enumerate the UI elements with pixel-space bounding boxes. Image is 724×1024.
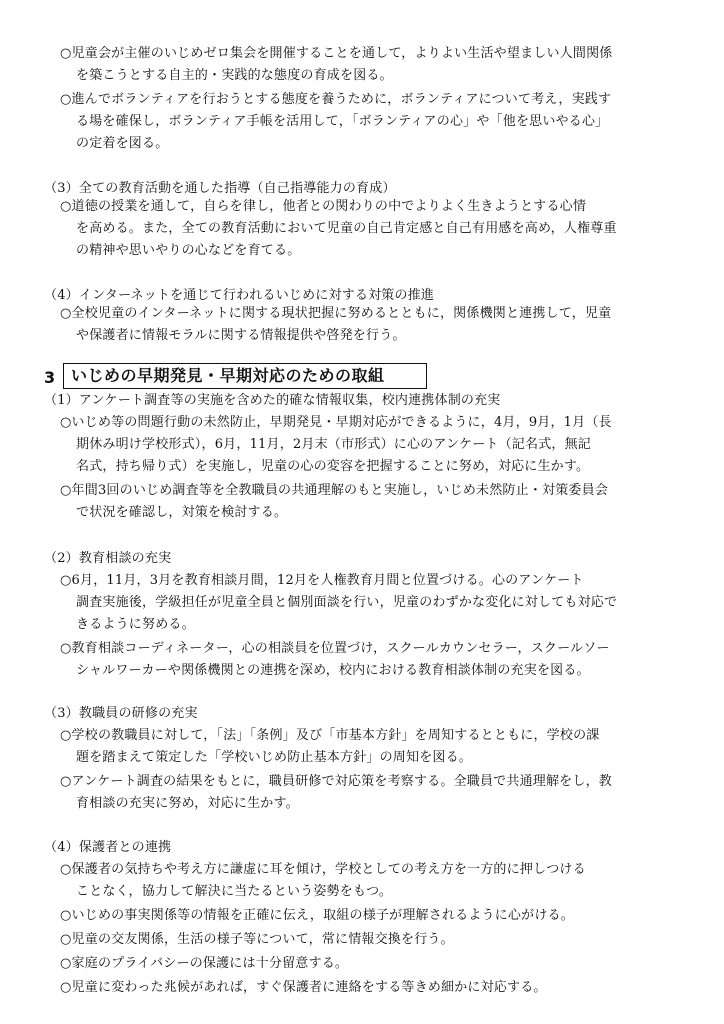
continuation-line: 育相談の充実に努め，対応に生かす。	[76, 796, 299, 811]
continuation-line: 名式，持ち帰り式）を実施し，児童の心の変容を把握することに努め，対応に生かす。	[76, 459, 590, 474]
subsection-heading: （3）全ての教育活動を通した指導（自己指導能力の育成）	[44, 181, 396, 196]
bullet-line: ○児童の交友関係，生活の様子等について，常に情報交換を行う。	[60, 932, 454, 947]
section-title: いじめの早期発見・早期対応のための取組	[71, 366, 385, 385]
bullet-line: ○教育相談コーディネーター，心の相談員を位置づけ，スクールカウンセラー，スクールソー	[60, 641, 610, 656]
bullet-line: ○6月，11月，3月を教育相談月間，12月を人権教育月間と位置づける。心のアンケート	[60, 573, 584, 588]
continuation-line: の定着を図る。	[76, 136, 169, 151]
subsection-heading: （1）アンケート調査等の実施を含めた的確な情報収集，校内連携体制の充実	[44, 393, 501, 408]
continuation-line: を築こうとする自主的・実践的な態度の育成を図る。	[76, 68, 393, 83]
bullet-line: ○いじめの事実関係等の情報を正確に伝え，取組の様子が理解されるように心がける。	[60, 908, 574, 923]
continuation-line: で状況を確認し，対策を検討する。	[76, 505, 288, 520]
continuation-line: 期休み明け学校形式），6月，11月，2月末（市形式）に心のアンケート（記名式，無記	[76, 437, 592, 452]
bullet-line: ○家庭のプライバシーの保護には十分留意する。	[60, 956, 349, 971]
continuation-line: や保護者に情報モラルに関する情報提供や啓発を行う。	[76, 328, 406, 343]
bullet-line: ○いじめ等の問題行動の未然防止，早期発見・早期対応ができるように，4月，9月，1月（長	[60, 415, 612, 430]
continuation-line: の精神や思いやりの心などを育てる。	[76, 243, 301, 258]
bullet-line: ○アンケート調査の結果をもとに，職員研修で対応策を考察する。全職員で共通理解をし，教	[60, 774, 612, 789]
continuation-line: シャルワーカーや関係機関との連携を深め，校内における教育相談体制の充実を図る。	[76, 663, 590, 678]
subsection-heading: （4）保護者との連携	[44, 840, 172, 855]
bullet-line: ○道徳の授業を通して，自らを律し，他者との関わりの中でよりよく生きようとする心情	[60, 199, 587, 214]
bullet-line: ○学校の教職員に対して，「法」「条例」及び「市基本方針」を周知するとともに，学校の課	[60, 728, 600, 743]
continuation-line: を高める。また，全ての教育活動において児童の自己肯定感と自己有用感を高め，人権尊重	[76, 221, 617, 236]
bullet-line: ○年間3回のいじめ調査等を全教職員の共通理解のもと実施し，いじめ未然防止・対策委員会	[60, 483, 609, 498]
bullet-line: ○児童会が主催のいじめゼロ集会を開催することを通して，よりよい生活や望ましい人間関係	[60, 46, 613, 61]
continuation-line: ことなく，協力して解決に当たるという姿勢をもつ。	[76, 884, 393, 899]
section-number: 3	[44, 368, 56, 387]
bullet-line: ○保護者の気持ちや考え方に謙虚に耳を傾け，学校としての考え方を一方的に押しつける	[60, 862, 586, 877]
subsection-heading: （4）インターネットを通じて行われるいじめに対する対策の推進	[44, 288, 435, 303]
continuation-line: 調査実施後，学級担任が児童全員と個別面談を行い，児童のわずかな変化に対しても対応で	[76, 595, 618, 610]
bullet-line: ○児童に変わった兆候があれば，すぐ保護者に連絡をする等きめ細かに対応する。	[60, 980, 547, 995]
subsection-heading: （2）教育相談の充実	[44, 551, 172, 566]
bullet-line: ○全校児童のインターネットに関する現状把握に努めるとともに，関係機関と連携して，児童	[60, 306, 612, 321]
continuation-line: きるように努める。	[76, 617, 195, 632]
bullet-line: ○進んでボランティアを行おうとする態度を養うために，ボランティアについて考え，実践す	[60, 92, 612, 107]
subsection-heading: （3）教職員の研修の充実	[44, 706, 198, 721]
continuation-line: る場を確保し，ボランティア手帳を活用して，「ボランティアの心」や「他を思いやる心」	[76, 114, 609, 129]
continuation-line: 題を踏まえて策定した「学校いじめ防止基本方針」の周知を図る。	[76, 750, 473, 765]
